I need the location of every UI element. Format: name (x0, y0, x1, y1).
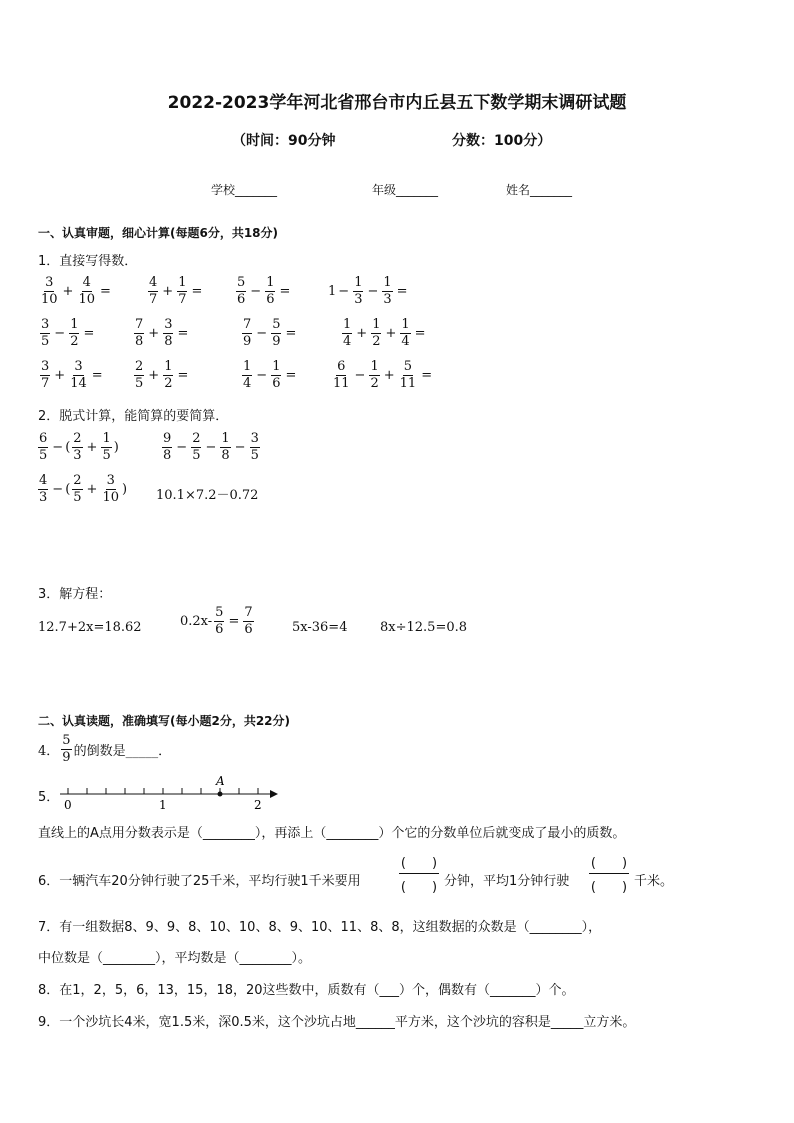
equation-2: 0.2x- $\frac{5}{6}$ = $\frac{7}{6}$ (180, 605, 253, 637)
fraction: $\frac{1}{6}$ (272, 359, 281, 391)
question-1: 1．直接写得数． (38, 254, 138, 269)
calc-1-1: $\frac{3}{10}$ + $\frac{4}{10}$ = (41, 275, 111, 307)
fraction: $\frac{5}{6}$ (215, 605, 224, 637)
calc-1-10: $\frac{2}{5}$ + $\frac{1}{2}$ = (135, 359, 189, 391)
question-9: 9．一个沙坑长4米，宽1.5米，深0.5米，这个沙坑占地______平方米，这个沙坑的容积是_____立方米。 (38, 1015, 636, 1030)
fraction: $\frac{3}{10}$ (102, 473, 119, 505)
fraction: $\frac{7}{8}$ (135, 317, 144, 349)
fraction: $\frac{6}{11}$ (333, 359, 350, 391)
calc-1-4: 1 − $\frac{1}{3}$ − $\frac{1}{3}$ = (328, 275, 408, 307)
grade-field: 年级_______ (372, 183, 439, 197)
equation-4: 8x÷12.5=0.8 (380, 620, 468, 635)
fraction: $\frac{1}{3}$ (383, 275, 392, 307)
tick-label-0: 0 (64, 798, 72, 812)
fraction: $\frac{1}{4}$ (243, 359, 252, 391)
calc-1-5: $\frac{3}{5}$ − $\frac{1}{2}$ = (41, 317, 95, 349)
point-a (218, 792, 223, 797)
fraction: $\frac{2}{5}$ (135, 359, 144, 391)
fraction: $\frac{4}{10}$ (78, 275, 95, 307)
fraction: $\frac{2}{3}$ (73, 431, 82, 463)
fraction: $\frac{3}{5}$ (41, 317, 50, 349)
fraction: $\frac{5}{9}$ (62, 733, 71, 765)
tick-marks (68, 788, 258, 794)
equation-1: 12.7+2x=18.62 (38, 620, 142, 635)
fraction: $\frac{3}{7}$ (41, 359, 50, 391)
question-6-b: 分钟，平均1分钟行驶 (444, 874, 570, 889)
question-4: 4． $\frac{5}{9}$ 的倒数是_____． (38, 733, 172, 765)
equation-3: 5x-36=4 (292, 620, 348, 635)
tick-label-1: 1 (159, 798, 167, 812)
fraction: $\frac{6}{5}$ (39, 431, 48, 463)
number-line (56, 772, 286, 812)
fraction: $\frac{1}{4}$ (343, 317, 352, 349)
fraction: $\frac{1}{2}$ (370, 359, 379, 391)
calc-2-1: $\frac{6}{5}$ − ( $\frac{2}{3}$ + $\frac{1}{5}$ ) (39, 431, 119, 463)
calc-2-2: $\frac{9}{8}$ − $\frac{2}{5}$ − $\frac{1}{8}$ − $\frac{3}{5}$ (163, 431, 259, 463)
fraction: $\frac{3}{8}$ (164, 317, 173, 349)
question-5-number: 5． (38, 790, 60, 805)
calc-1-11: $\frac{1}{4}$ − $\frac{1}{6}$ = (243, 359, 297, 391)
fraction: $\frac{1}{4}$ (401, 317, 410, 349)
page-title: 2022-2023学年河北省邢台市内丘县五下数学期末调研试题 (167, 93, 627, 113)
fraction: $\frac{1}{2}$ (164, 359, 173, 391)
calc-2-4: 10.1×7.2－0.72 (156, 488, 259, 503)
fraction: $\frac{1}{7}$ (178, 275, 187, 307)
fraction: $\frac{5}{6}$ (237, 275, 246, 307)
calc-1-9: $\frac{3}{7}$ + $\frac{3}{14}$ = (41, 359, 103, 391)
calc-1-3: $\frac{5}{6}$ − $\frac{1}{6}$ = (237, 275, 291, 307)
fraction: $\frac{1}{2}$ (372, 317, 381, 349)
exam-time: （时间：90分钟 (232, 133, 336, 149)
calc-1-7: $\frac{7}{9}$ − $\frac{5}{9}$ = (243, 317, 297, 349)
fraction: $\frac{7}{9}$ (243, 317, 252, 349)
fraction: $\frac{3}{10}$ (41, 275, 58, 307)
question-2: 2．脱式计算，能简算的要简算． (38, 409, 229, 424)
fraction: $\frac{1}{5}$ (102, 431, 111, 463)
answer-blank-fraction[interactable]: ( ) ( ) (400, 856, 438, 895)
question-5: 直线上的A点用分数表示是（________），再添上（________）个它的分数单位后就变成了最小的质数。 (38, 826, 626, 841)
fraction: $\frac{1}{3}$ (354, 275, 363, 307)
exam-score: 分数：100分） (452, 133, 552, 149)
question-8: 8．在1，2，5，6，13，15，18，20这些数中，质数有（___）个，偶数有（_______）个。 (38, 983, 575, 998)
calc-2-3: $\frac{4}{3}$ − ( $\frac{2}{5}$ + $\frac{3}{10}$ ) (39, 473, 128, 505)
point-a-label: A (216, 774, 225, 788)
fraction: $\frac{9}{8}$ (163, 431, 172, 463)
school-field: 学校_______ (211, 183, 278, 197)
fraction: $\frac{4}{7}$ (149, 275, 158, 307)
question-6-a: 6．一辆汽车20分钟行驶了25千米，平均行驶1千米要用 (38, 874, 361, 889)
fraction: $\frac{2}{5}$ (73, 473, 82, 505)
question-7-b: 中位数是（________），平均数是（________）。 (38, 951, 312, 966)
name-field: 姓名_______ (506, 183, 573, 197)
fraction: $\frac{1}{8}$ (221, 431, 230, 463)
tick-label-2: 2 (254, 798, 262, 812)
fraction: $\frac{4}{3}$ (39, 473, 48, 505)
answer-blank-fraction[interactable]: ( ) ( ) (590, 856, 628, 895)
section-2-heading: 二、认真读题，准确填写(每小题2分，共22分) (38, 714, 291, 728)
fraction: $\frac{7}{6}$ (244, 605, 253, 637)
fraction: $\frac{1}{2}$ (70, 317, 79, 349)
calc-1-12: $\frac{6}{11}$ − $\frac{1}{2}$ + $\frac{5}{11}$ = (333, 359, 433, 391)
fraction: $\frac{3}{14}$ (70, 359, 87, 391)
fraction: $\frac{3}{5}$ (250, 431, 259, 463)
fraction: $\frac{5}{11}$ (399, 359, 417, 391)
fraction: $\frac{5}{9}$ (272, 317, 281, 349)
question-7-a: 7．有一组数据8、9、9、8、10、10、8、9、10、11、8、8，这组数据的众数是（________）， (38, 920, 602, 935)
section-1-heading: 一、认真审题，细心计算(每题6分，共18分) (38, 226, 279, 240)
fraction: $\frac{2}{5}$ (192, 431, 201, 463)
calc-1-6: $\frac{7}{8}$ + $\frac{3}{8}$ = (135, 317, 189, 349)
fraction: $\frac{1}{6}$ (266, 275, 275, 307)
question-6-c: 千米。 (634, 874, 674, 889)
calc-1-8: $\frac{1}{4}$ + $\frac{1}{2}$ + $\frac{1}{4}$ = (343, 317, 426, 349)
question-3: 3．解方程： (38, 587, 112, 602)
calc-1-2: $\frac{4}{7}$ + $\frac{1}{7}$ = (149, 275, 203, 307)
